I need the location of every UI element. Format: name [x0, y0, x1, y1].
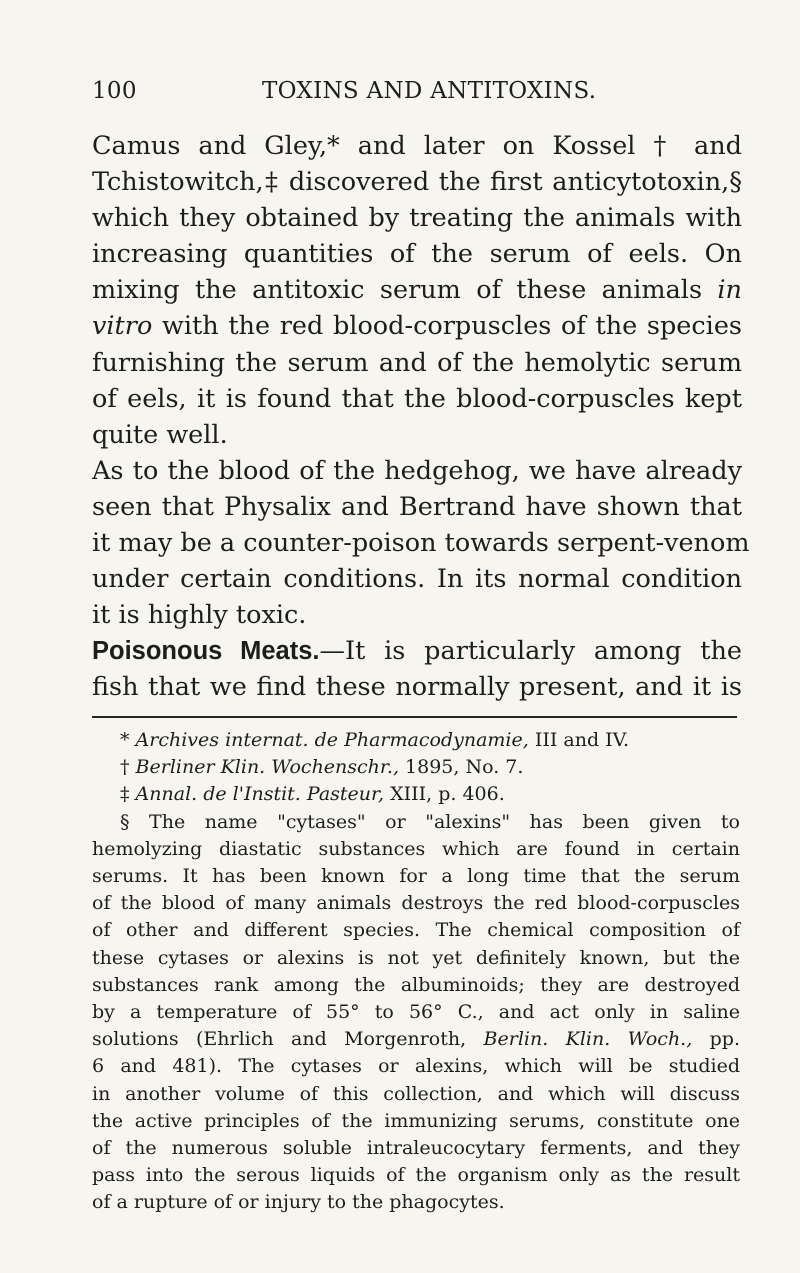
footnote-text: solutions (Ehrlich and Morgenroth, — [92, 1028, 467, 1051]
body-line — [92, 272, 742, 308]
body-line — [92, 633, 742, 669]
footnote-4-line: serums. It has been known for a long time that the serum — [92, 865, 740, 888]
body-line: increasing quantities of the serum of eels. On — [92, 239, 742, 270]
footnote-4-line: of other and different species. The chemical composition of — [92, 919, 740, 942]
footnote-mark: ‡ — [120, 783, 136, 806]
footnote-4-line: 6 and 481). The cytases or alexins, which will be studied — [92, 1055, 740, 1078]
footnote-4-line: of the blood of many animals destroys the red blood-corpuscles — [92, 892, 740, 915]
body-line: under certain conditions. In its normal condition — [92, 564, 742, 595]
footnote-rule — [92, 716, 737, 718]
footnote-4-line: § The name "cytases" or "alexins" has been given to — [120, 810, 740, 833]
footnote-2 — [92, 754, 740, 781]
footnote-title: Berlin. Klin. Woch., — [483, 1028, 693, 1051]
running-title: TOXINS AND ANTITOXINS. — [262, 78, 597, 104]
main-text — [92, 128, 750, 706]
footnote-4-line — [92, 1026, 740, 1053]
body-line: seen that Physalix and Bertrand have shown that — [92, 491, 742, 522]
italic-vitro: vitro — [92, 311, 153, 342]
body-line: of eels, it is found that the blood-corpuscles kept — [92, 383, 742, 414]
body-line: it is highly toxic. — [92, 600, 307, 631]
italic-in: in — [717, 275, 742, 306]
body-line: quite well. — [92, 419, 228, 450]
body-text: with the red blood-corpuscles of the species — [152, 311, 742, 342]
footnote-text: pp. — [692, 1028, 740, 1051]
footnote-1 — [92, 727, 740, 754]
footnote-3 — [92, 781, 740, 808]
footnote-text: III and IV. — [528, 729, 630, 751]
footnote-text: XIII, p. 406. — [384, 783, 505, 806]
body-text: —It is particularly among the — [319, 636, 742, 667]
body-text: mixing the antitoxic serum of these animals — [92, 275, 718, 306]
body-line — [92, 308, 742, 344]
footnote-text: 1895, No. 7. — [399, 756, 524, 779]
footnote-title: Berliner Klin. Wochenschr., — [135, 756, 399, 779]
body-line: which they obtained by treating the animals with — [92, 203, 742, 234]
footnote-4-line: of a rupture of or injury to the phagocytes. — [92, 1191, 505, 1214]
footnote-4-line: of the numerous soluble intraleucocytary ferments, and they — [92, 1137, 740, 1160]
body-line: Camus and Gley,* and later on Kossel † and — [92, 131, 742, 161]
section-sidehead: Poisonous Meats. — [92, 637, 320, 666]
body-line: furnishing the serum and of the hemolytic serum — [92, 347, 742, 378]
footnote-4-line: pass into the serous liquids of the organism only as the result — [92, 1164, 740, 1187]
footnote-4-line: in another volume of this collection, and which will discuss — [92, 1082, 740, 1105]
footnote-4-line: the active principles of the immunizing serums, constitute one — [92, 1109, 740, 1132]
body-line: As to the blood of the hedgehog, we have already — [92, 455, 742, 486]
footnote-title: Annal. de l'Instit. Pasteur, — [135, 783, 385, 806]
footnote-mark: * — [120, 729, 136, 751]
body-line: fish that we find these normally present, and it is — [92, 672, 742, 703]
page-number: 100 — [92, 78, 137, 104]
footnote-title: Archives internat. de Pharmacodynamie, — [135, 729, 529, 751]
body-line: Tchistowitch,‡ discovered the first anticytotoxin,§ — [92, 167, 742, 198]
footnote-mark: † — [120, 756, 136, 779]
body-line: it may be a counter-poison towards serpent-venom — [92, 528, 750, 559]
footnotes — [92, 727, 740, 1217]
footnote-4-line: hemolyzing diastatic substances which are found in certain — [92, 837, 740, 860]
footnote-4-line: these cytases or alexins is not yet definitely known, but the — [92, 946, 740, 969]
footnote-4-line: substances rank among the albuminoids; they are destroyed — [92, 973, 740, 996]
footnote-4-line: by a temperature of 55° to 56° C., and act only in saline — [92, 1001, 740, 1024]
